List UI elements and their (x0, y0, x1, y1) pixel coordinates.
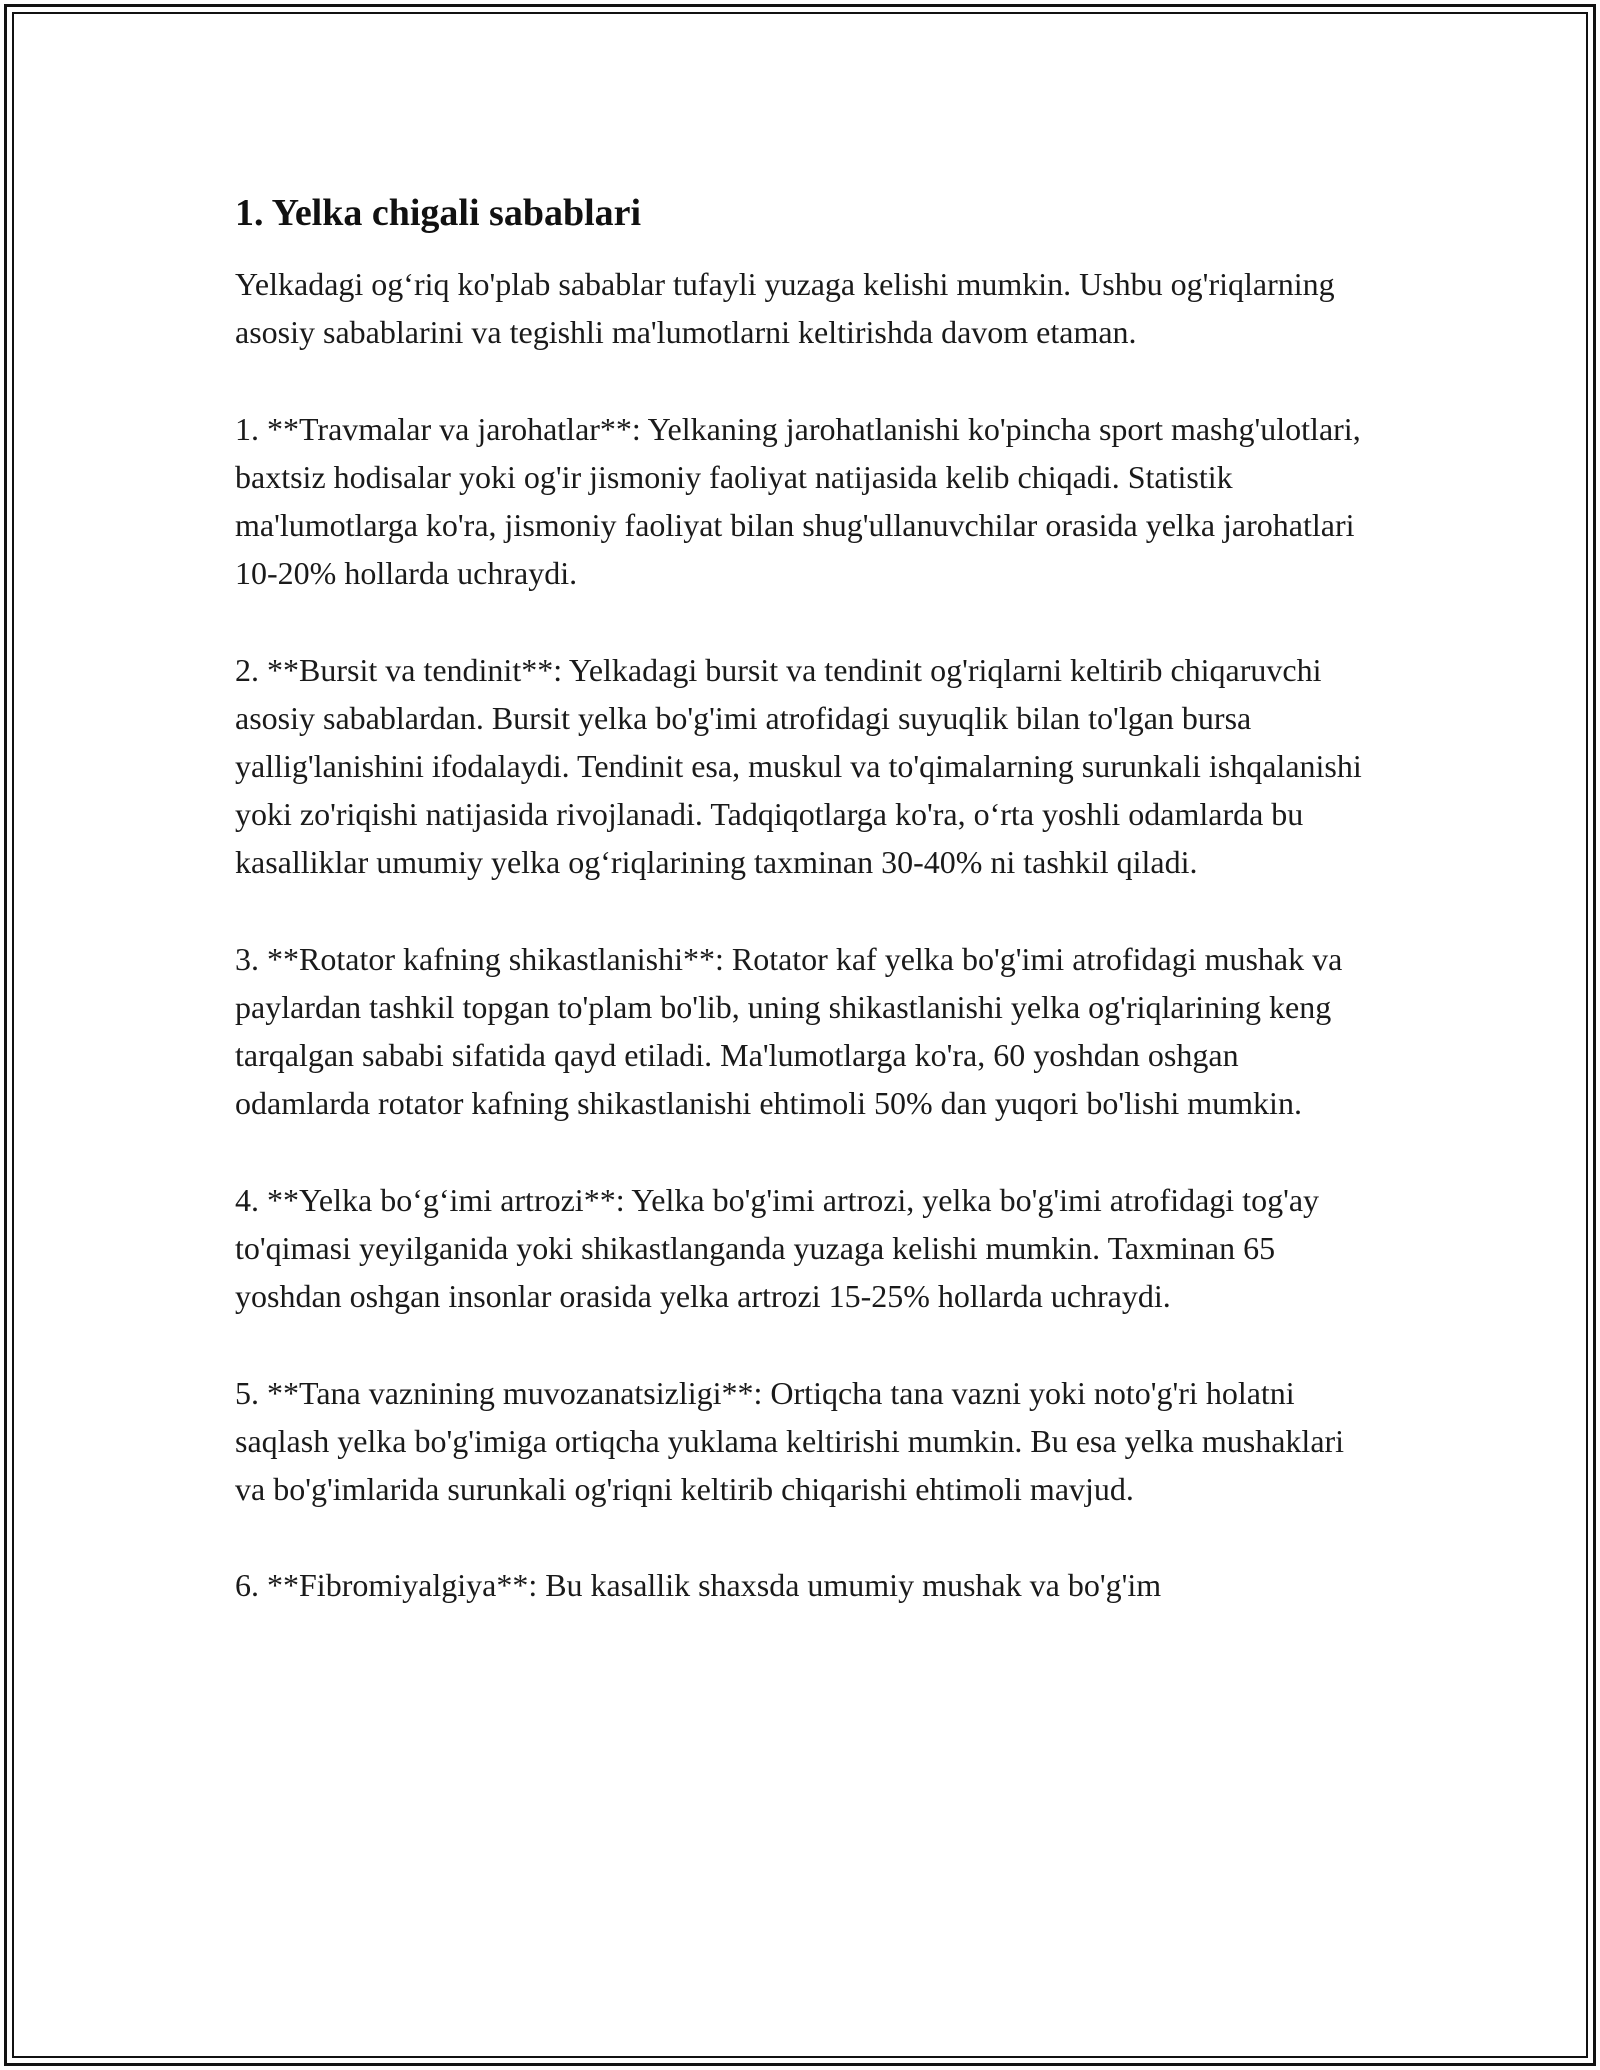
paragraph-item-4: 4. **Yelka bo‘g‘imi artrozi**: Yelka bo'g'imi artrozi, yelka bo'g'imi atrofidagi tog'ay to'qimasi yeyilganida yoki shikastlanganda yuzaga kelishi mumkin. Taxminan 65 yoshdan oshgan insonlar orasida yelka artrozi 15-25% hollarda uchraydi. (235, 1181, 1320, 1315)
paragraph-item-6: 6. **Fibromiyalgiya**: Bu kasallik shaxsda umumiy mushak va bo'g'im (235, 1567, 1162, 1604)
paragraph-item-5: 5. **Tana vaznining muvozanatsizligi**: Ortiqcha tana vazni yoki noto'g'ri holatni saqlash yelka bo'g'imiga ortiqcha yuklama keltirishi mumkin. Bu esa yelka mushaklari va bo'g'imlarida surunkali og'riqni keltirib chiqarishi ehtimoli mavjud. (235, 1374, 1345, 1507)
paragraph-item-3: 3. **Rotator kafning shikastlanishi**: Rotator kaf yelka bo'g'imi atrofidagi mushak va paylardan tashkil topgan to'plam bo'lib, uning shikastlanishi yelka og'riqlarining keng tarqalgan sababi sifatida qayd etiladi. Ma'lumotlarga ko'ra, 60 yoshdan oshgan odamlarda rotator kafning shikastlanishi ehtimoli 50% dan yuqori bo'lishi mumkin. (235, 940, 1343, 1122)
document-body (235, 188, 1365, 1610)
paragraph-item-1: 1. **Travmalar va jarohatlar**: Yelkaning jarohatlanishi ko'pincha sport mashg'ulotlari, baxtsiz hodisalar yoki og'ir jismoniy faoliyat natijasida kelib chiqadi. Statistik ma'lumotlarga ko'ra, jismoniy faoliyat bilan shug'ullanuvchilar orasida yelka jarohatlari 10-20% hollarda uchraydi. (235, 410, 1361, 592)
paragraph-item-2: 2. **Bursit va tendinit**: Yelkadagi bursit va tendinit og'riqlarni keltirib chiqaruvchi asosiy sabablardan. Bursit yelka bo'g'imi atrofidagi suyuqlik bilan to'lgan bursa yallig'lanishini ifodalaydi. Tendinit esa, muskul va to'qimalarning surunkali ishqalanishi yoki zo'riqishi natijasida rivojlanadi. Tadqiqotlarga ko'ra, o‘rta yoshli odamlarda bu kasalliklar umumiy yelka og‘riqlarining taxminan 30-40% ni tashkil qiladi. (235, 651, 1362, 881)
paragraph-intro: Yelkadagi og‘riq ko'plab sabablar tufayli yuzaga kelishi mumkin. Ushbu og'riqlarning asosiy sabablarini va tegishli ma'lumotlarni keltirishda davom etaman. (235, 266, 1335, 351)
section-heading: 1. Yelka chigali sabablari (235, 192, 642, 234)
